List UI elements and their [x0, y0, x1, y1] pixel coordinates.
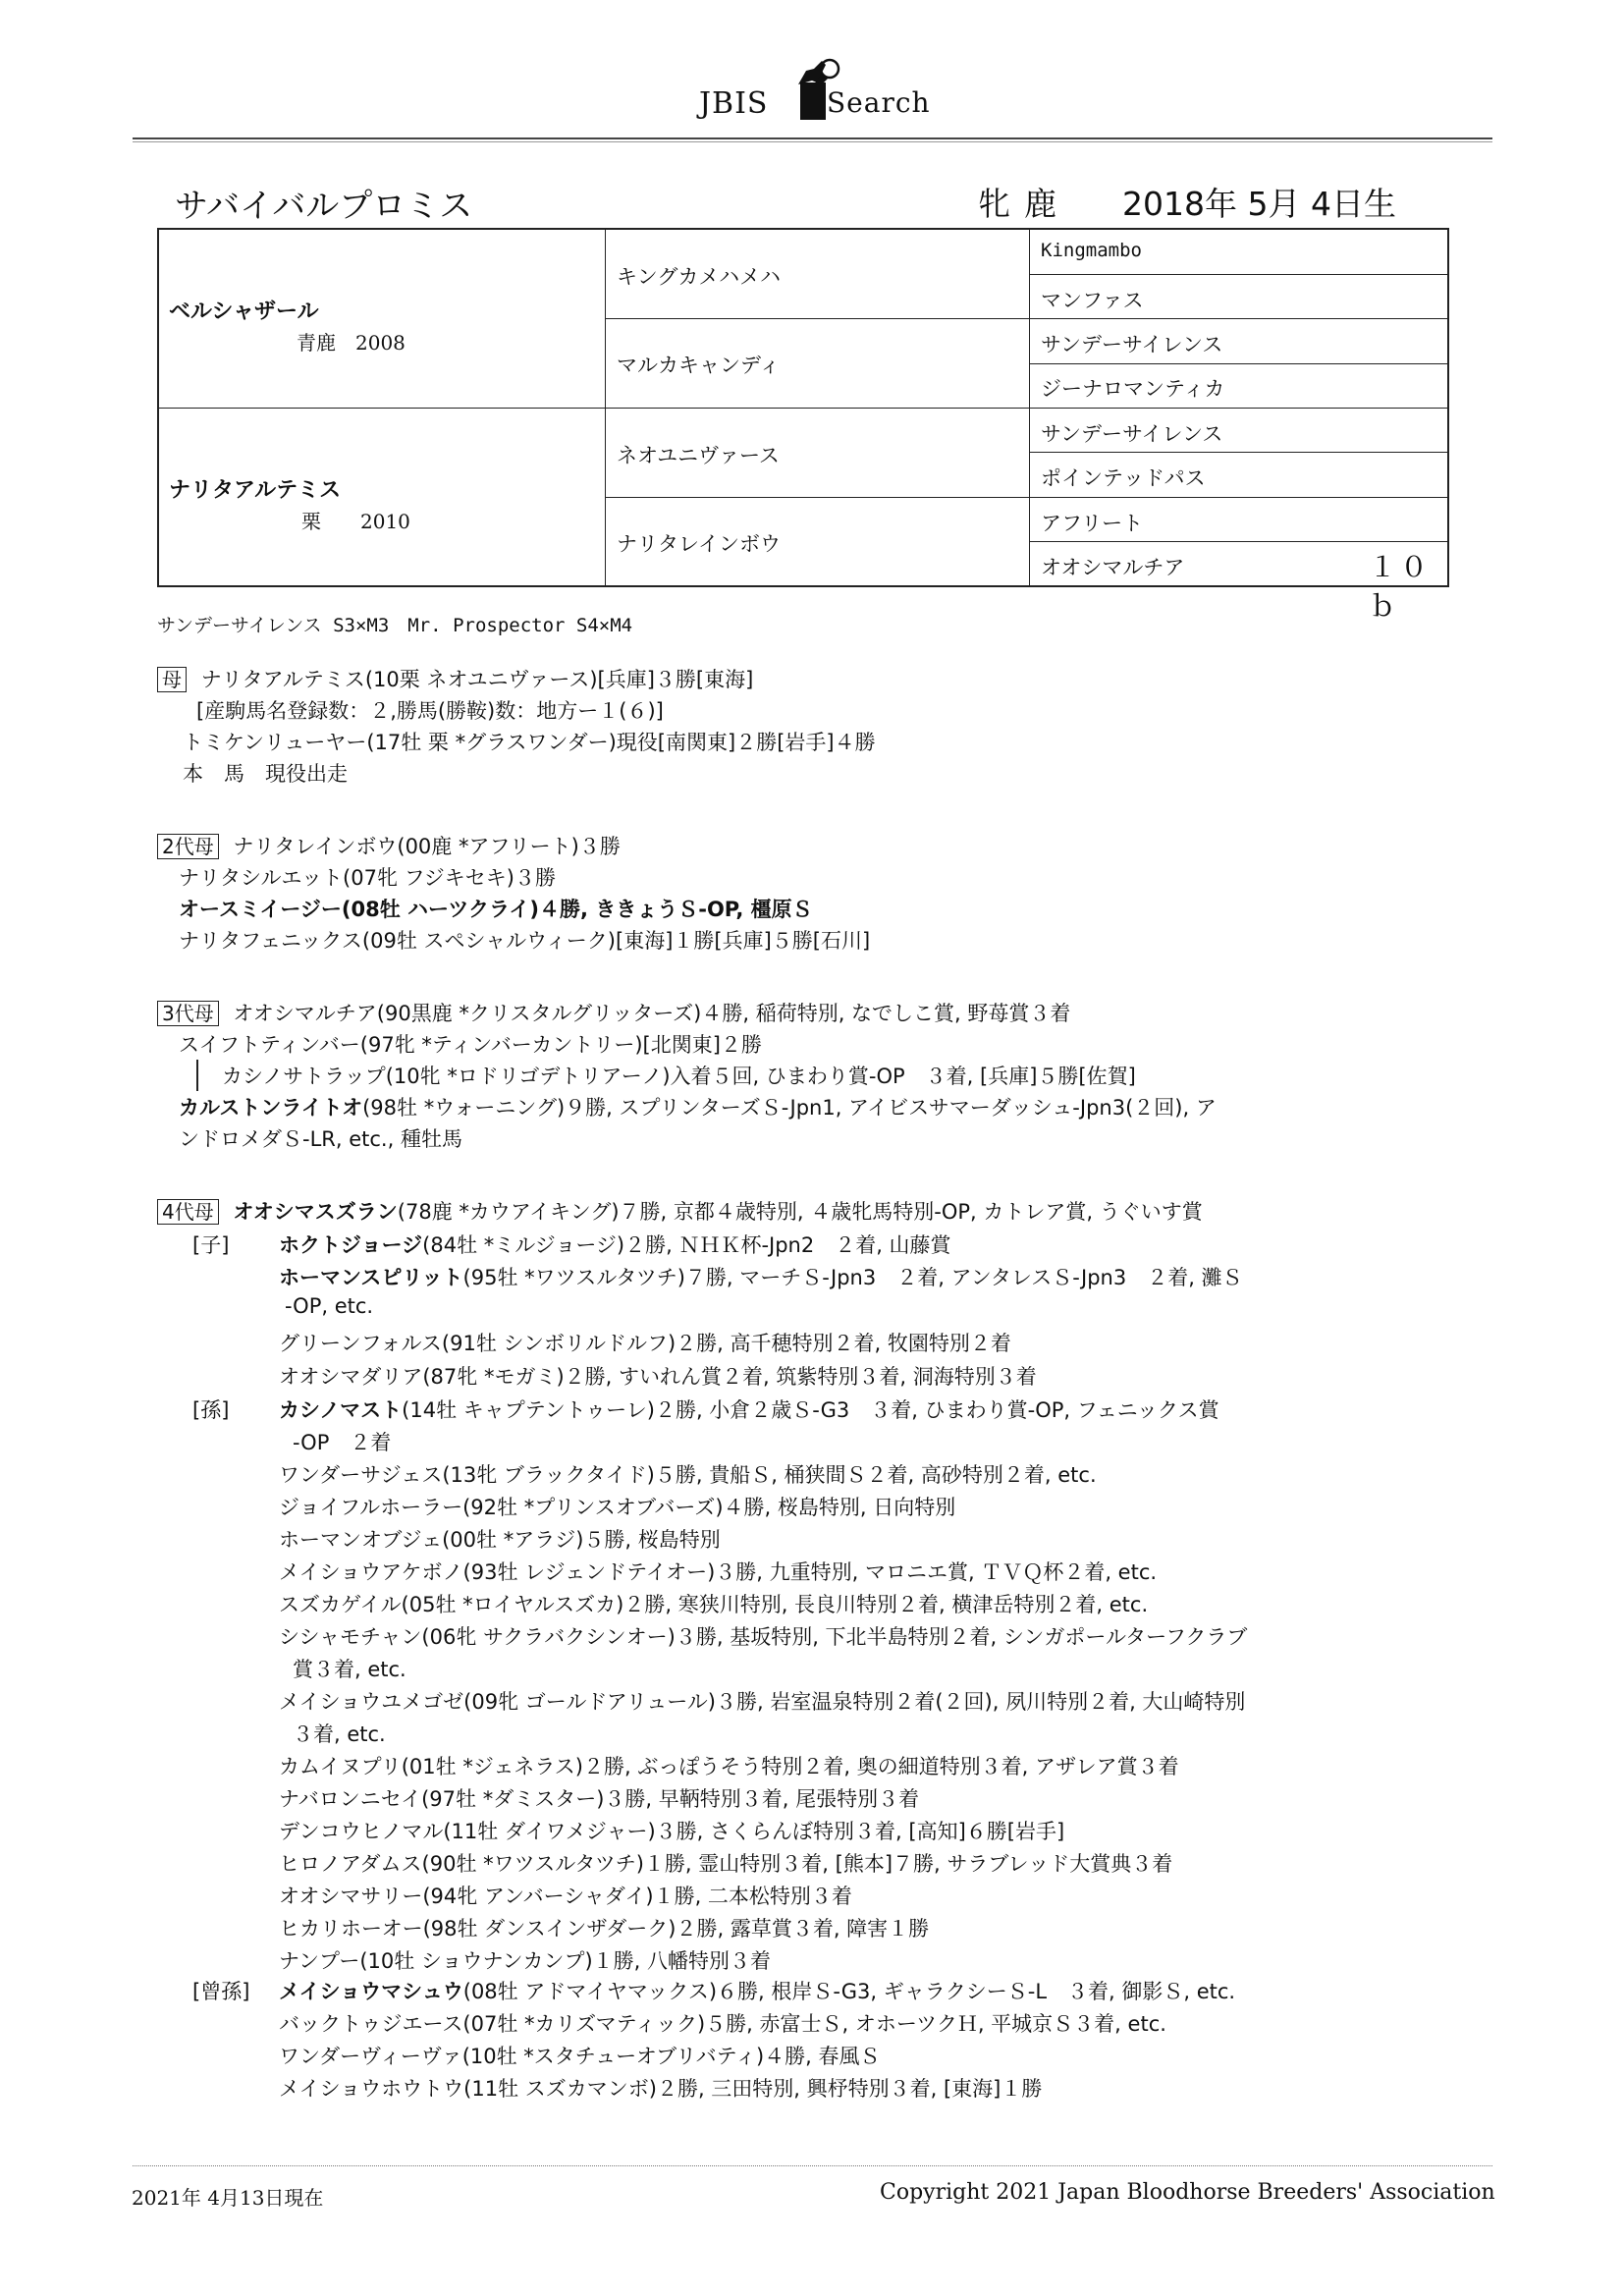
fourth-line-17: ナバロンニセイ(97牡 *ダミスター)３勝, 早鞆特別３着, 尾張特別３着: [279, 1787, 920, 1811]
family-number: １０ｂ: [1369, 551, 1433, 623]
gen2-dam-sire: ネオユニヴァース: [617, 444, 780, 467]
logo-text-search: Search: [827, 86, 931, 119]
fourth-line-20: オオシマサリー(94牝 アンバーシャダイ)１勝, 二本松特別３着: [279, 1885, 852, 1908]
fourth-line-14: メイショウユメゴゼ(09牝 ゴールドアリュール)３勝, 岩室温泉特別２着(２回), 夙川特別２着, 大山崎特別: [279, 1690, 1246, 1714]
horse-sex-color: 牝鹿: [978, 185, 1070, 223]
gen2-sire-dam: マルカキャンディ: [617, 354, 781, 377]
header-rule: [133, 137, 1492, 139]
fourth-line-25: ワンダーヴィーヴァ(10牡 *スタチューオブリバティ)４勝, 春風Ｓ: [279, 2045, 881, 2068]
fourth-line-16: カムイヌプリ(01牡 *ジェネラス)２勝, ぶっぽうそう特別２着, 奥の細道特別３着, アザレア賞３着: [279, 1755, 1179, 1778]
fourth-dam-head: [157, 1196, 1203, 1226]
fourth-line-9: ホーマンオブジェ(00牡 *アラジ)５勝, 桜島特別: [279, 1528, 721, 1552]
offspring-bar: [196, 1060, 198, 1091]
gen2-dam-dam: ナリタレインボウ: [617, 532, 781, 556]
fourth-line-22: ナンプー(10牡 ショウナンカンプ)１勝, 八幡特別３着: [279, 1949, 771, 1973]
footer-date: 2021年 4月13日現在: [132, 2186, 324, 2210]
label-great-grandchild: [曾孫]: [192, 1980, 250, 2003]
fourth-line-10: メイショウアケボノ(93牡 レジェンドテイオー)３勝, 九重特別, マロニエ賞, ＴＶＱ杯２着, etc.: [279, 1560, 1158, 1584]
fourth-line-18: デンコウヒノマル(11牡 ダイワメジャー)３勝, さくらんぼ特別３着, [高知]６勝[岩手]: [279, 1820, 1065, 1843]
dam-name: ナリタアルテミス: [169, 478, 342, 503]
gen3-5: サンデーサイレンス: [1041, 422, 1223, 446]
gen2-sire-sire: キングカメハメハ: [617, 265, 781, 289]
third-dam-line-2: カシノサトラップ(10牝 *ロドリゴデトリアーノ)入着５回, ひまわり賞-OP ３着, [兵庫]５勝[佐賀]: [222, 1065, 1136, 1088]
fourth-line-8: ジョイフルホーラー(92牡 *プリンスオブバーズ)４勝, 桜島特別, 日向特別: [279, 1496, 956, 1519]
gen3-4: ジーナロマンティカ: [1041, 377, 1225, 401]
dam-line-0: ナリタアルテミス(10栗 ネオユニヴァース)[兵庫]３勝[東海]: [200, 668, 754, 691]
inbreeding-note: サンデーサイレンス S3×M3 Mr. Prospector S4×M4: [157, 615, 633, 636]
fourth-line-12: シシャモチャン(06牝 サクラバクシンオー)３勝, 基坂特別, 下北半島特別２着, シンガポールターフクラブ: [279, 1625, 1248, 1649]
dam-info: 栗 2010: [301, 510, 410, 533]
label-grandchild: [孫]: [192, 1398, 230, 1422]
third-dam-line-1: スイフトティンバー(97牝 *ティンバーカントリー)[北関東]２勝: [179, 1033, 762, 1057]
fourth-line-2: -OP, etc.: [285, 1294, 374, 1318]
dam-cell: [169, 473, 410, 534]
section-tag-fourth-dam: 4代母: [157, 1199, 219, 1225]
dam-section-head: [157, 664, 753, 693]
label-child: [子]: [192, 1233, 230, 1257]
fourth-line-23: メイショウマシュウ(08牡 アドマイヤマックス)６勝, 根岸Ｓ-G3, ギャラクシーＳ-L ３着, 御影Ｓ, etc.: [279, 1980, 1236, 2003]
sire-cell: [169, 295, 406, 355]
gen3-1: Kingmambo: [1041, 240, 1142, 261]
section-tag-dam: 母: [157, 667, 187, 692]
dam-line-2: トミケンリューヤー(17牡 栗 *グラスワンダー)現役[南関東]２勝[岩手]４勝: [183, 731, 876, 754]
fourth-line-21: ヒカリホーオー(98牡 ダンスインザダーク)２勝, 露草賞３着, 障害１勝: [279, 1917, 930, 1941]
second-dam-line-3: ナリタフェニックス(09牡 スペシャルウィーク)[東海]１勝[兵庫]５勝[石川]: [179, 929, 871, 953]
dam-line-3: 本 馬 現役出走: [183, 762, 348, 786]
horse-name: サバイバルプロミス: [175, 187, 473, 226]
fourth-line-5: カシノマスト(14牡 キャプテントゥーレ)２勝, 小倉２歳Ｓ-G3 ３着, ひまわり賞-OP, フェニックス賞: [279, 1398, 1219, 1422]
fourth-line-11: スズカゲイル(05牡 *ロイヤルスズカ)２勝, 寒狭川特別, 長良川特別２着, 横津岳特別２着, etc.: [279, 1593, 1149, 1616]
second-dam-head: [157, 831, 621, 860]
fourth-line-24: バックトゥジエース(07牡 *カリズマティック)５勝, 赤富士Ｓ, オホーツクＨ, 平城京Ｓ３着, etc.: [279, 2012, 1166, 2036]
gen3-6: ポインテッドパス: [1041, 466, 1206, 490]
logo-text-jbis: JBIS: [699, 86, 769, 121]
fourth-line-13: 賞３着, etc.: [293, 1658, 406, 1681]
third-dam-line-3: カルストンライトオ(98牡 *ウォーニング)９勝, スプリンターズＳ-Jpn1, アイビスサマーダッシュ-Jpn3(２回), ア: [179, 1096, 1217, 1120]
section-tag-third-dam: 3代母: [157, 1001, 219, 1026]
sire-name: ベルシャザール: [169, 300, 319, 324]
pedigree-table: [157, 228, 1449, 623]
sire-info: 青鹿 2008: [297, 331, 406, 355]
fourth-dam-line-head: オオシマスズラン(78鹿 *カウアイキング)７勝, 京都４歳特別, ４歳牝馬特別-OP, カトレア賞, うぐいす賞: [233, 1200, 1203, 1224]
fourth-line-3: グリーンフォルス(91牡 シンボリルドルフ)２勝, 高千穂特別２着, 牧園特別２着: [279, 1332, 1011, 1355]
second-dam-line-1: ナリタシルエット(07牝 フジキセキ)３勝: [179, 866, 556, 890]
third-dam-line-0: オオシマルチア(90黒鹿 *クリスタルグリッターズ)４勝, 稲荷特別, なでしこ賞, 野苺賞３着: [233, 1002, 1071, 1025]
footer-copyright: Copyright 2021 Japan Bloodhorse Breeders' Association: [880, 2180, 1495, 2205]
fourth-line-19: ヒロノアダムス(90牡 *ワツスルタツチ)１勝, 霊山特別３着, [熊本]７勝, サラブレッド大賞典３着: [279, 1852, 1173, 1876]
header-rule-thin: [133, 141, 1492, 142]
fourth-line-6: -OP ２着: [293, 1431, 392, 1454]
gen3-2: マンファス: [1041, 289, 1144, 312]
fourth-line-4: オオシマダリア(87牝 *モガミ)２勝, すいれん賞２着, 筑紫特別３着, 洞海特別３着: [279, 1365, 1037, 1389]
footer-rule: [133, 2165, 1492, 2166]
second-dam-line-2: オースミイージー(08牡 ハーツクライ)４勝, ききょうＳ-OP, 橿原Ｓ: [179, 898, 813, 921]
fourth-line-1: ホーマンスピリット(95牡 *ワツスルタツチ)７勝, マーチＳ-Jpn3 ２着, アンタレスＳ-Jpn3 ２着, 灘Ｓ: [279, 1266, 1243, 1289]
jbis-logo: [699, 51, 935, 128]
gen3-7: アフリート: [1041, 512, 1144, 535]
third-dam-head: [157, 998, 1070, 1027]
third-dam-line-4: ンドロメダＳ-LR, etc., 種牡馬: [179, 1127, 462, 1151]
fourth-line-26: メイショウホウトウ(11牡 スズカマンボ)２勝, 三田特別, 興杼特別３着, [東海]１勝: [279, 2077, 1043, 2101]
gen3-3: サンデーサイレンス: [1041, 333, 1223, 356]
fourth-line-0: ホクトジョージ(84牡 *ミルジョージ)２勝, ＮＨＫ杯-Jpn2 ２着, 山藤賞: [279, 1233, 951, 1257]
section-tag-second-dam: 2代母: [157, 834, 219, 859]
fourth-line-7: ワンダーサジェス(13牝 ブラックタイド)５勝, 貴船Ｓ, 桶狭間Ｓ２着, 高砂特別２着, etc.: [279, 1463, 1097, 1487]
fourth-line-15: ３着, etc.: [293, 1722, 386, 1746]
dam-line-1: [産駒馬名登録数：２,勝馬(勝鞍)数：地方ー１(６)]: [196, 699, 664, 723]
horse-birthdate: 2018年 5月 4日生: [1122, 185, 1396, 223]
second-dam-line-0: ナリタレインボウ(00鹿 *アフリート)３勝: [233, 835, 621, 858]
gen3-8: オオシマルチア: [1041, 556, 1185, 579]
